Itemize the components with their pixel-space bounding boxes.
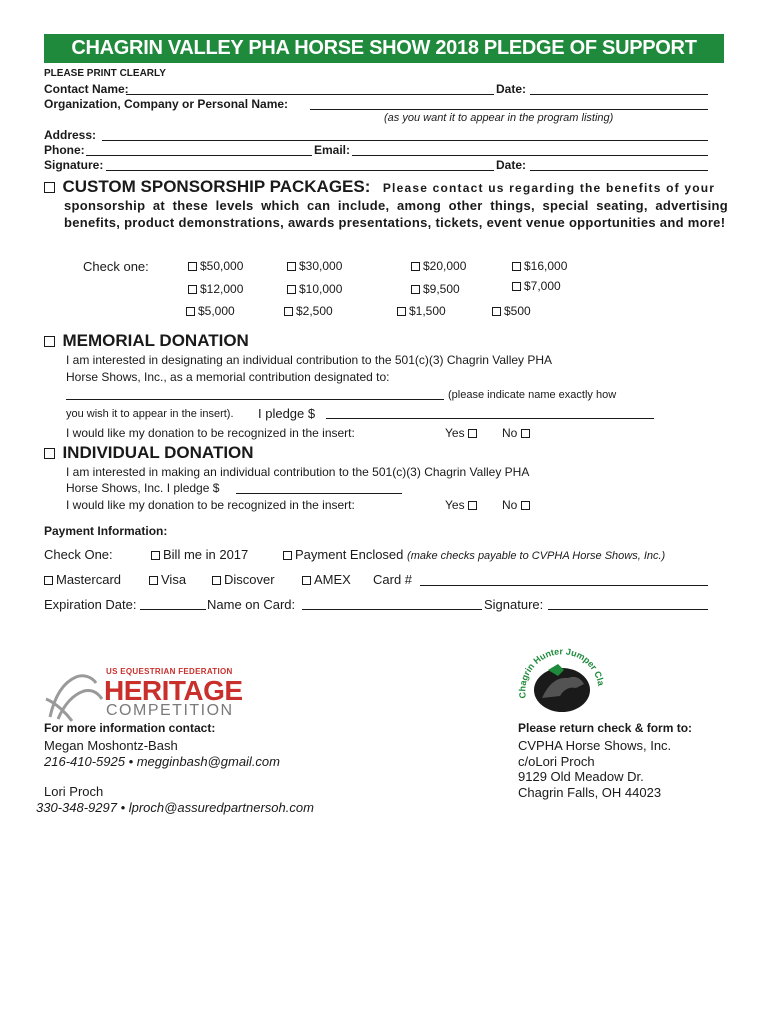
checkbox[interactable]	[302, 576, 311, 585]
info-contact1: 216-410-5925 • megginbash@gmail.com	[44, 754, 280, 769]
memorial-line1: I am interested in designating an individual contribution to the 501(c)(3) Chagrin Valley PHA	[66, 353, 553, 367]
address-label: Address:	[44, 128, 97, 142]
level-12000[interactable]: $12,000	[188, 282, 243, 296]
individual-yes[interactable]: Yes	[445, 498, 480, 512]
level-2500[interactable]: $2,500	[284, 304, 333, 318]
check-one-label: Check one:	[83, 259, 149, 274]
chagrin-logo-text: Chagrin Hunter Jumper Cla	[517, 646, 607, 699]
checkbox[interactable]	[287, 285, 296, 294]
memorial-line2: Horse Shows, Inc., as a memorial contribution designated to:	[66, 370, 390, 384]
info-name2: Lori Proch	[44, 784, 104, 799]
individual-pledge-field[interactable]	[236, 493, 402, 494]
checkbox[interactable]	[284, 307, 293, 316]
memorial-pledge-field[interactable]	[326, 418, 654, 419]
payment-signature-label: Signature:	[484, 597, 544, 612]
name-on-card-field[interactable]	[302, 609, 482, 610]
checkbox[interactable]	[512, 262, 521, 271]
amex-option[interactable]: AMEX	[302, 572, 351, 587]
checkbox[interactable]	[151, 551, 160, 560]
checkbox[interactable]	[512, 282, 521, 291]
memorial-yes[interactable]: Yes	[445, 426, 480, 440]
checkbox[interactable]	[149, 576, 158, 585]
memorial-hint: (please indicate name exactly how	[448, 389, 617, 401]
return-line2: c/oLori Proch	[518, 754, 595, 769]
return-line1: CVPHA Horse Shows, Inc.	[518, 738, 672, 753]
level-16000[interactable]: $16,000	[512, 259, 567, 273]
heritage-sub: COMPETITION	[106, 702, 234, 719]
phone-field[interactable]	[86, 155, 312, 156]
level-10000[interactable]: $10,000	[287, 282, 342, 296]
individual-checkbox[interactable]	[44, 448, 55, 459]
level-30000[interactable]: $30,000	[287, 259, 342, 273]
memorial-recognize: I would like my donation to be recognized in the insert:	[66, 426, 355, 440]
date2-label: Date:	[496, 158, 527, 172]
print-note: PLEASE PRINT CLEARLY	[44, 68, 166, 79]
card-number-field[interactable]	[420, 585, 708, 586]
page-title: CHAGRIN VALLEY PHA HORSE SHOW 2018 PLEDGE OF SUPPORT	[44, 34, 724, 63]
memorial-pledge-label: I pledge $	[258, 406, 316, 421]
memorial-header	[44, 331, 249, 351]
payment-check-one: Check One:	[44, 547, 113, 562]
payment-heading: Payment Information:	[44, 524, 168, 538]
payment-signature-field[interactable]	[548, 609, 708, 610]
signature-field[interactable]	[106, 170, 494, 171]
name-on-card-label: Name on Card:	[207, 597, 296, 612]
level-20000[interactable]: $20,000	[411, 259, 466, 273]
memorial-name-field[interactable]	[66, 399, 444, 400]
date2-field[interactable]	[530, 170, 708, 171]
contact-name-field[interactable]	[126, 94, 494, 95]
sponsorship-checkbox[interactable]	[44, 182, 55, 193]
checkbox[interactable]	[283, 551, 292, 560]
checkbox[interactable]	[521, 501, 530, 510]
checkbox[interactable]	[411, 262, 420, 271]
heritage-logo	[44, 667, 254, 723]
mastercard-option[interactable]: Mastercard	[44, 572, 121, 587]
checkbox[interactable]	[492, 307, 501, 316]
email-field[interactable]	[352, 155, 708, 156]
level-7000[interactable]: $7,000	[512, 279, 561, 293]
level-1500[interactable]: $1,500	[397, 304, 446, 318]
expiration-field[interactable]	[140, 609, 206, 610]
info-heading: For more information contact:	[44, 721, 216, 735]
checkbox[interactable]	[44, 576, 53, 585]
level-50000[interactable]: $50,000	[188, 259, 243, 273]
info-contact2: 330-348-9297 • lproch@assuredpartnersoh.com	[36, 800, 314, 815]
date-field[interactable]	[530, 94, 708, 95]
level-9500[interactable]: $9,500	[411, 282, 460, 296]
return-line3: 9129 Old Meadow Dr.	[518, 769, 644, 784]
heritage-top: US EQUESTRIAN FEDERATION	[106, 667, 233, 676]
sponsorship-body: sponsorship at these levels which can include, among other things, special seating, advertising benefits, product demonstrations, awards presentations, tickets, event venue opportunities and more!	[64, 198, 728, 230]
expiration-label: Expiration Date:	[44, 597, 137, 612]
individual-line1: I am interested in making an individual contribution to the 501(c)(3) Chagrin Valley PHA	[66, 465, 530, 479]
return-line4: Chagrin Falls, OH 44023	[518, 785, 662, 800]
level-500[interactable]: $500	[492, 304, 531, 318]
date-label: Date:	[496, 82, 527, 96]
card-number-label: Card #	[373, 572, 413, 587]
return-heading: Please return check & form to:	[518, 721, 693, 735]
memorial-heading: MEMORIAL DONATION	[62, 331, 249, 350]
payment-enclosed-option[interactable]: Payment Enclosed (make checks payable to CVPHA Horse Shows, Inc.)	[283, 547, 665, 562]
individual-header	[44, 443, 254, 463]
individual-no[interactable]: No	[502, 498, 533, 512]
individual-line2: Horse Shows, Inc. I pledge $	[66, 481, 220, 495]
signature-label: Signature:	[44, 158, 104, 172]
checkbox[interactable]	[521, 429, 530, 438]
org-name-field[interactable]	[310, 109, 708, 110]
memorial-checkbox[interactable]	[44, 336, 55, 347]
checkbox[interactable]	[411, 285, 420, 294]
memorial-no[interactable]: No	[502, 426, 533, 440]
info-name1: Megan Moshontz-Bash	[44, 738, 178, 753]
discover-option[interactable]: Discover	[212, 572, 275, 587]
sponsorship-heading: CUSTOM SPONSORSHIP PACKAGES:	[62, 177, 371, 196]
sponsorship-header	[44, 177, 715, 197]
bill-me-option[interactable]: Bill me in 2017	[151, 547, 248, 562]
checkbox[interactable]	[468, 501, 477, 510]
level-5000[interactable]: $5,000	[186, 304, 235, 318]
sponsorship-lead: Please contact us regarding the benefits of your	[382, 181, 716, 195]
checkbox[interactable]	[468, 429, 477, 438]
checkbox[interactable]	[188, 285, 197, 294]
heritage-main: HERITAGE	[104, 675, 243, 706]
memorial-hint2: you wish it to appear in the insert).	[66, 408, 234, 420]
phone-label: Phone:	[44, 143, 85, 157]
email-label: Email:	[314, 143, 351, 157]
checkbox[interactable]	[186, 307, 195, 316]
org-name-label: Organization, Company or Personal Name:	[44, 97, 289, 111]
individual-recognize: I would like my donation to be recognized in the insert:	[66, 498, 355, 512]
address-field[interactable]	[102, 140, 708, 141]
checkbox[interactable]	[397, 307, 406, 316]
chagrin-classic-logo	[512, 640, 612, 720]
individual-heading: INDIVIDUAL DONATION	[62, 443, 254, 462]
contact-name-label: Contact Name:	[44, 82, 129, 96]
checkbox[interactable]	[188, 262, 197, 271]
checkbox[interactable]	[212, 576, 221, 585]
horse-emblem-icon	[44, 669, 108, 723]
visa-option[interactable]: Visa	[149, 572, 186, 587]
org-name-hint: (as you want it to appear in the program listing)	[384, 112, 614, 124]
horse-jumper-icon	[512, 640, 612, 720]
checkbox[interactable]	[287, 262, 296, 271]
